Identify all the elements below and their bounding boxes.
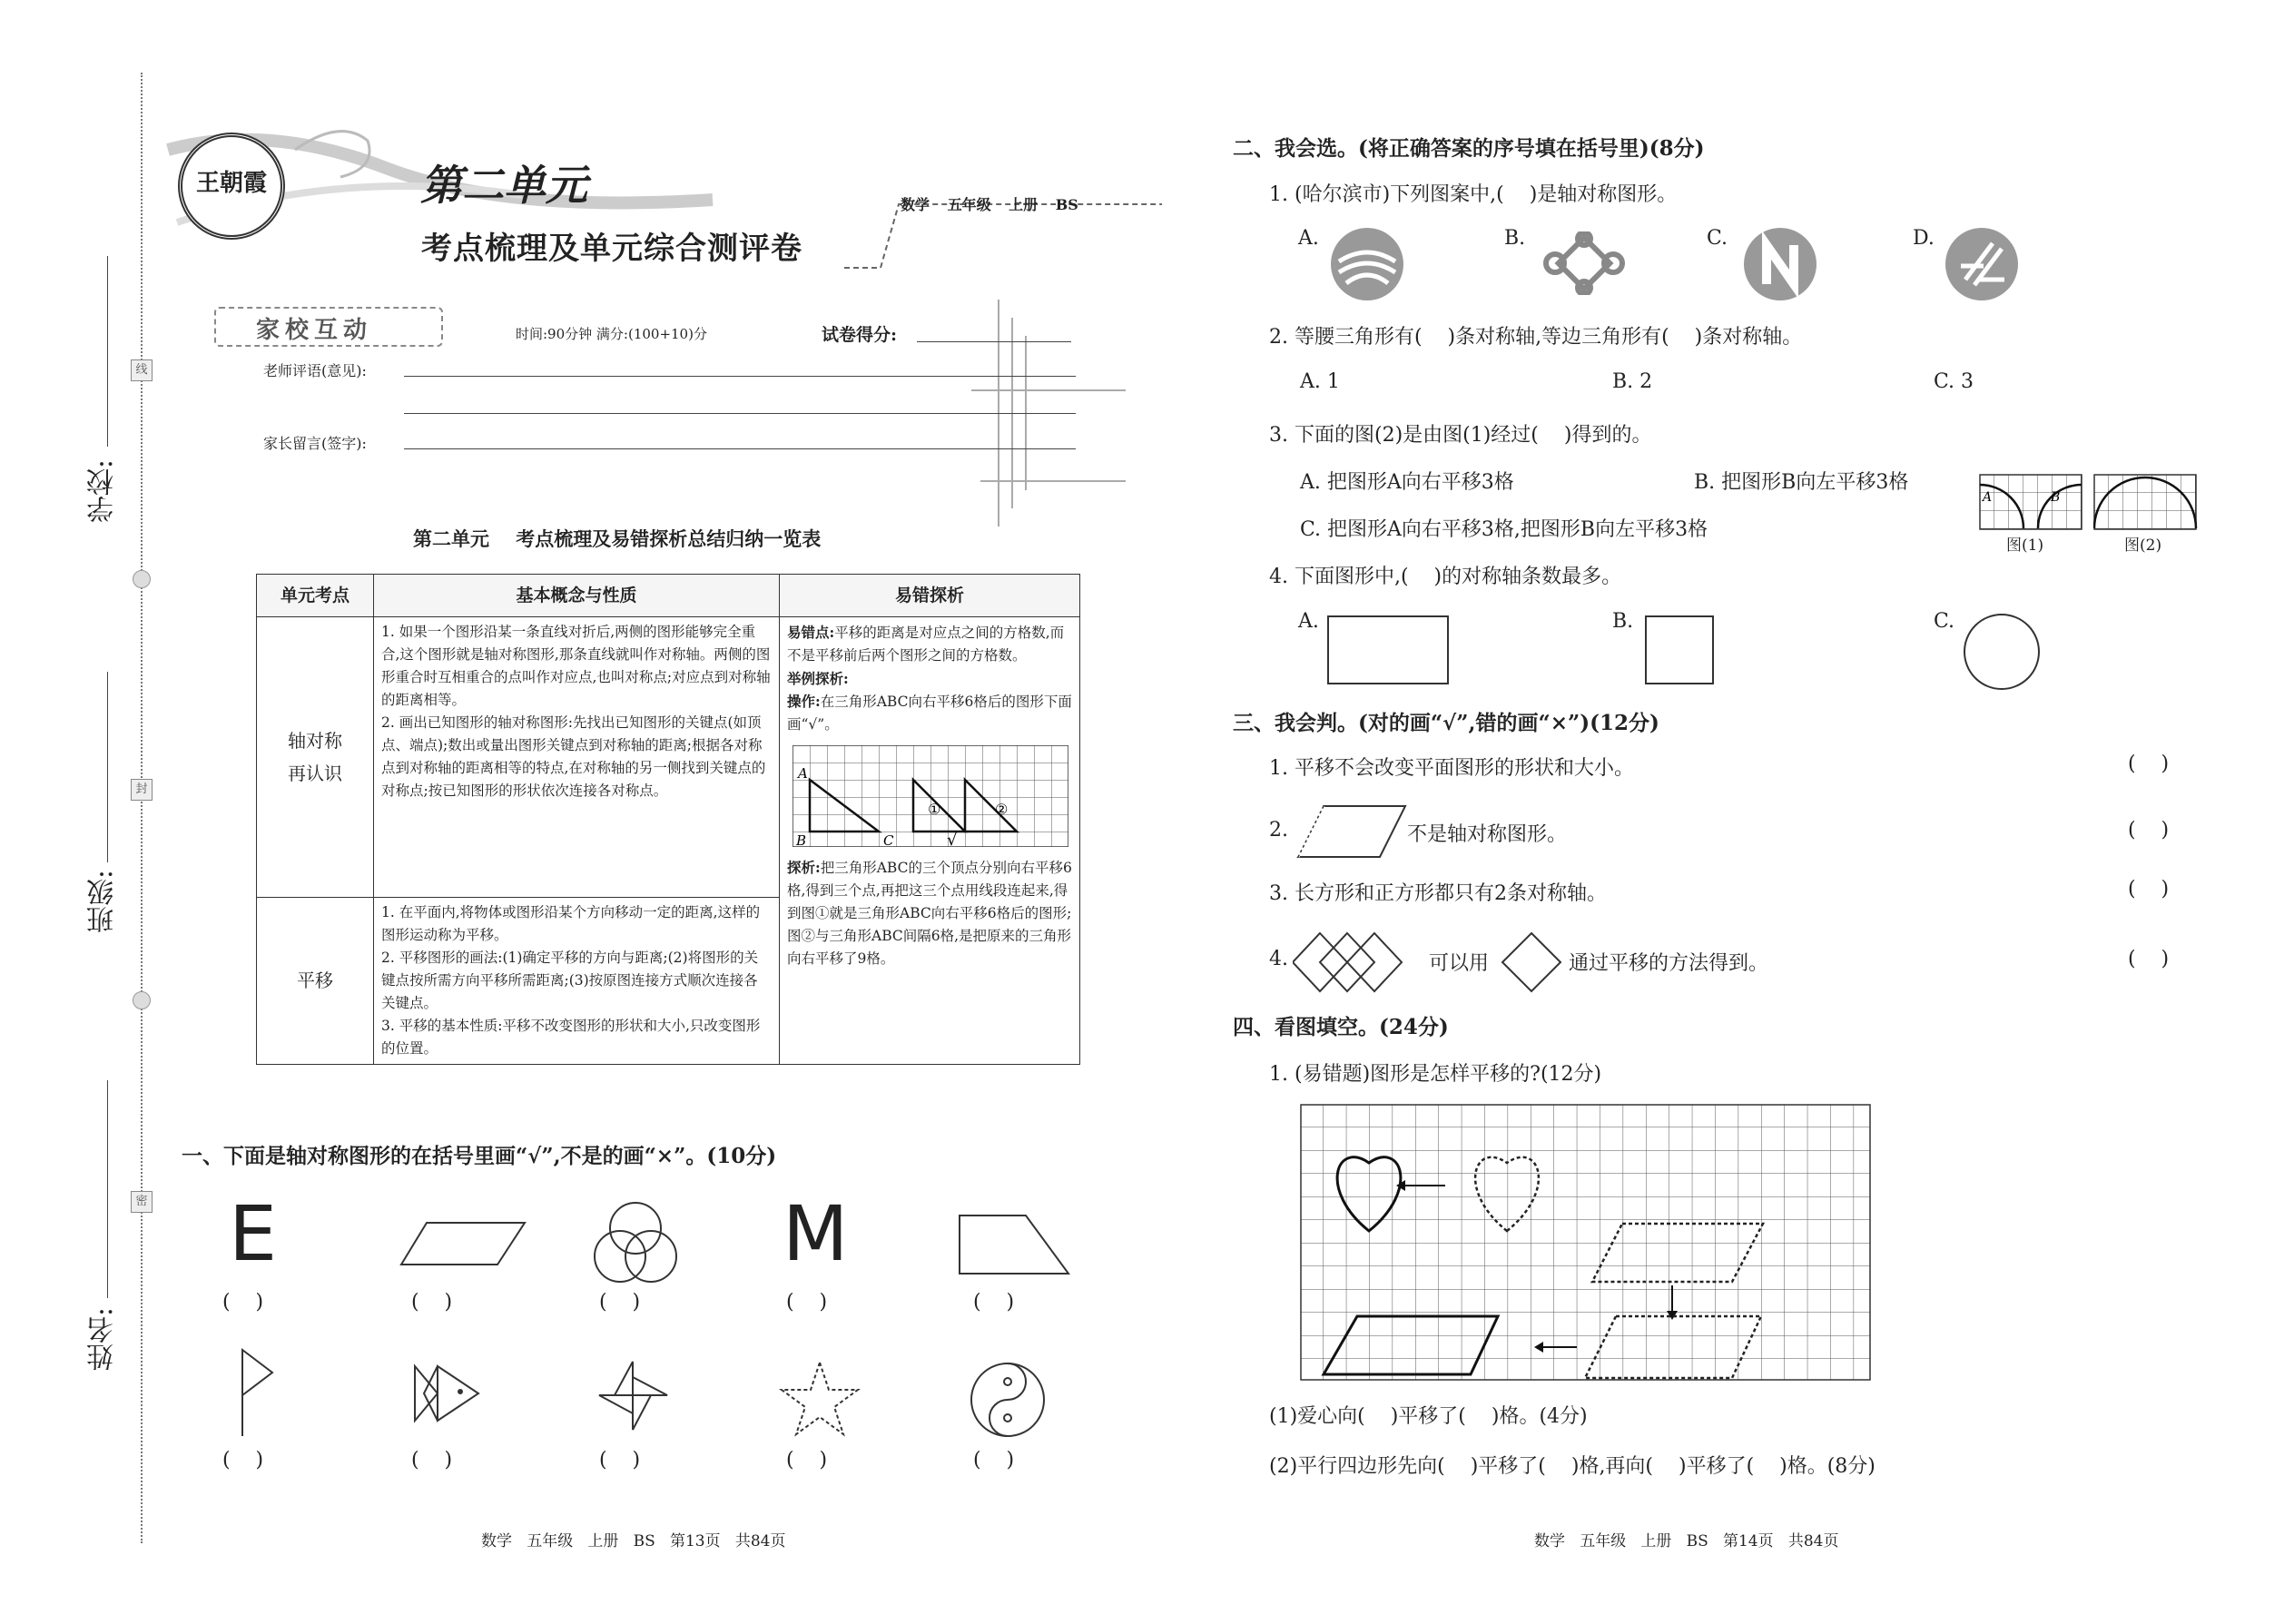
logo <box>178 133 285 240</box>
option-label: A. <box>1298 227 1319 250</box>
table-row <box>257 617 1080 898</box>
star-figure <box>779 1360 861 1437</box>
svg-text:①: ① <box>928 801 941 818</box>
binding-mark: 封 <box>131 779 153 801</box>
answer-blank[interactable]: ( ) <box>786 1291 828 1314</box>
chinese-knot-icon <box>1539 231 1629 295</box>
concept-cell: 1. 如果一个图形沿某一条直线对折后,两侧的图形能够完全重合,这个图形就是轴对称图形,那条直线就叫作对称轴。两侧的图形重合时互相重合的点叫作对应点,也叫对称点;对应点到对称轴的距离相等。 2. 画出已知图形的轴对称图形:先找出已知图形的关键点(如顶点、端点);数出或量出图形关键点到对称轴的距离;根据各对称点到对称轴的距离相等的特点,在对称轴的另一侧找到关键点的对称点;按已知图形的形状依次连接各对称点。 <box>374 617 780 898</box>
parent-comment-label: 家长留言(签字): <box>263 435 367 452</box>
analysis-cell <box>780 617 1080 1065</box>
book-info: 数学 五年级 上册 BS <box>901 196 1078 213</box>
error-label: 易错点: <box>787 624 835 641</box>
topic-cell: 平移 <box>257 898 374 1065</box>
translation-grid <box>793 745 1068 847</box>
example-label: 举例探析: <box>787 670 849 687</box>
class-field[interactable] <box>107 672 108 862</box>
answer-blank[interactable]: ( ) <box>2128 948 2170 970</box>
section1-title: 一、下面是轴对称图形的在括号里画“√”,不是的画“×”。(10分) <box>182 1144 777 1168</box>
topic-cell: 轴对称再认识 <box>257 617 374 898</box>
parallelogram-figure <box>399 1221 527 1266</box>
question-4-1-part2: (2)平行四边形先向( )平移了( )格,再向( )平移了( )格。(8分) <box>1269 1455 1876 1478</box>
hole-icon <box>133 570 151 588</box>
rectangle-figure <box>1327 615 1449 684</box>
yin-yang-figure <box>967 1359 1049 1441</box>
chain-diamonds-figure <box>1293 930 1429 994</box>
svg-text:√: √ <box>947 831 958 847</box>
footer-right: 数学 五年级 上册 BS 第14页 共84页 <box>1534 1532 1839 1550</box>
option-label: A. 1 <box>1300 370 1340 393</box>
figure-2-grid <box>2093 474 2198 530</box>
answer-blank[interactable]: ( ) <box>2128 878 2170 901</box>
summary-table <box>256 574 1080 1065</box>
answer-blank[interactable]: ( ) <box>2128 819 2170 842</box>
question-4-1: 1. (易错题)图形是怎样平移的?(12分) <box>1269 1063 1602 1086</box>
score-label: 试卷得分: <box>822 325 898 345</box>
score-field[interactable] <box>917 341 1071 342</box>
table-header: 基本概念与性质 <box>374 575 780 617</box>
svg-text:B: B <box>796 832 807 847</box>
answer-blank[interactable]: ( ) <box>411 1449 453 1471</box>
answer-blank[interactable]: ( ) <box>973 1291 1015 1314</box>
option-label: B. <box>1504 227 1526 250</box>
binding-mark: 线 <box>131 359 153 381</box>
option-label: B. <box>1612 610 1634 633</box>
judge-item: 2. <box>1269 819 1288 842</box>
svg-text:C: C <box>883 832 894 847</box>
circle-n-logo-icon <box>1741 225 1819 303</box>
logo-text: 王朝霞 <box>195 170 267 197</box>
binding-mark: 密 <box>131 1191 153 1213</box>
option-label: C. 3 <box>1934 370 1974 393</box>
unit-title: 第二单元 <box>420 161 587 210</box>
home-school-badge: 家校互动 <box>214 307 443 347</box>
summary-title: 第二单元 考点梳理及易错探析总结归纳一览表 <box>413 527 822 550</box>
option-b: B. 把图形B向左平移3格 <box>1694 471 1909 494</box>
name-label: 姓名: <box>87 1307 119 1372</box>
judge-item: 4. <box>1269 948 1288 970</box>
striped-logo-icon <box>1943 225 2021 303</box>
china-mobile-logo-icon <box>1328 225 1406 303</box>
answer-blank[interactable]: ( ) <box>2128 753 2170 775</box>
op-label: 操作: <box>787 693 821 710</box>
judge-item: 1. 平移不会改变平面图形的形状和大小。 <box>1269 757 1634 780</box>
answer-blank[interactable]: ( ) <box>411 1291 453 1314</box>
figure-1-grid <box>1979 474 2083 530</box>
judge-item: 3. 长方形和正方形都只有2条对称轴。 <box>1269 882 1607 905</box>
figure-1-caption: 图(1) <box>2006 536 2044 555</box>
answer-blank[interactable]: ( ) <box>599 1291 641 1314</box>
answer-blank[interactable]: ( ) <box>973 1449 1015 1471</box>
translation-grid-large <box>1300 1104 1872 1382</box>
three-circles-figure <box>590 1198 681 1289</box>
option-label: A. <box>1298 610 1319 633</box>
svg-text:B: B <box>2051 490 2061 505</box>
question-2-1: 1. (哈尔滨市)下列图案中,( )是轴对称图形。 <box>1269 183 1678 206</box>
question-2-2: 2. 等腰三角形有( )条对称轴,等边三角形有( )条对称轴。 <box>1269 326 1803 349</box>
table-header: 单元考点 <box>257 575 374 617</box>
table-header: 易错探析 <box>780 575 1080 617</box>
school-field[interactable] <box>107 256 108 447</box>
answer-blank[interactable]: ( ) <box>786 1449 828 1471</box>
teacher-comment-field[interactable] <box>404 413 1076 414</box>
circle-figure <box>1964 614 2040 690</box>
error-text: 平移的距离是对应点之间的方格数,而不是平移前后两个图形之间的方格数。 <box>787 625 1065 664</box>
section2-title: 二、我会选。(将正确答案的序号填在括号里)(8分) <box>1233 136 1705 161</box>
question-4-1-part1: (1)爱心向( )平移了( )格。(4分) <box>1269 1405 1588 1428</box>
option-label: C. <box>1707 227 1728 250</box>
judge-item-mid: 可以用 <box>1429 952 1490 975</box>
hole-icon <box>133 991 151 1009</box>
judge-item-tail: 不是轴对称图形。 <box>1407 823 1568 846</box>
page-subtitle: 考点梳理及单元综合测评卷 <box>421 231 802 267</box>
svg-text:A: A <box>798 765 808 782</box>
analysis-text: 把三角形ABC的三个顶点分别向右平移6格,得到三个点,再把这三个点用线段连起来,得到图①就是三角形ABC向右平移6格后的图形;图②与三角形ABC间隔6格,是把原来的三角形向右平移了9格。 <box>787 860 1072 967</box>
analysis-label: 探析: <box>787 859 821 876</box>
letter-m: M <box>783 1189 849 1278</box>
option-label: C. <box>1934 610 1955 633</box>
answer-blank[interactable]: ( ) <box>222 1291 264 1314</box>
table-header-row <box>257 575 1080 617</box>
teacher-comment-label: 老师评语(意见): <box>263 362 367 379</box>
school-label: 学校: <box>87 459 119 524</box>
answer-blank[interactable]: ( ) <box>599 1449 641 1471</box>
section3-title: 三、我会判。(对的画“√”,错的画“×”)(12分) <box>1233 711 1659 735</box>
option-label: B. 2 <box>1612 370 1653 393</box>
concept-cell: 1. 在平面内,将物体或图形沿某个方向移动一定的距离,这样的图形运动称为平移。 2. 平移图形的画法:(1)确定平移的方向与距离;(2)将图形的关键点按所需方向平移所需距离;(3)按原图连接方式顺次连接各关键点。 3. 平移的基本性质:平移不改变图形的形状和大小,只改变图形的位置。 <box>374 898 780 1065</box>
option-label: D. <box>1913 227 1935 250</box>
question-2-4: 4. 下面图形中,( )的对称轴条数最多。 <box>1269 566 1622 588</box>
parent-comment-field[interactable] <box>404 448 1076 449</box>
judge-item-tail: 通过平移的方法得到。 <box>1569 952 1769 975</box>
single-diamond-figure <box>1500 930 1563 994</box>
square-figure <box>1645 615 1714 684</box>
fish-figure <box>410 1362 483 1425</box>
class-label: 班级: <box>87 870 119 934</box>
letter-e: E <box>229 1189 278 1278</box>
name-field[interactable] <box>107 1080 108 1298</box>
option-c: C. 把图形A向右平移3格,把图形B向左平移3格 <box>1300 518 1708 541</box>
question-2-3: 3. 下面的图(2)是由图(1)经过( )得到的。 <box>1269 424 1652 447</box>
op-text: 在三角形ABC向右平移6格后的图形下面画“√”。 <box>787 694 1072 733</box>
parallelogram-dashed-figure <box>1296 804 1407 859</box>
teacher-comment-field[interactable] <box>404 376 1076 377</box>
option-a: A. 把图形A向右平移3格 <box>1300 471 1514 494</box>
svg-text:A: A <box>1983 490 1993 505</box>
flag-figure <box>231 1345 286 1441</box>
svg-text:②: ② <box>995 801 1009 818</box>
time-info: 时间:90分钟 满分:(100+10)分 <box>516 326 707 342</box>
trapezoid-figure <box>958 1214 1071 1277</box>
cut-line <box>141 73 143 1543</box>
footer-left: 数学 五年级 上册 BS 第13页 共84页 <box>481 1532 786 1550</box>
pinwheel-figure <box>595 1357 672 1434</box>
answer-blank[interactable]: ( ) <box>222 1449 264 1471</box>
figure-2-caption: 图(2) <box>2124 536 2162 555</box>
section4-title: 四、看图填空。(24分) <box>1233 1015 1449 1039</box>
